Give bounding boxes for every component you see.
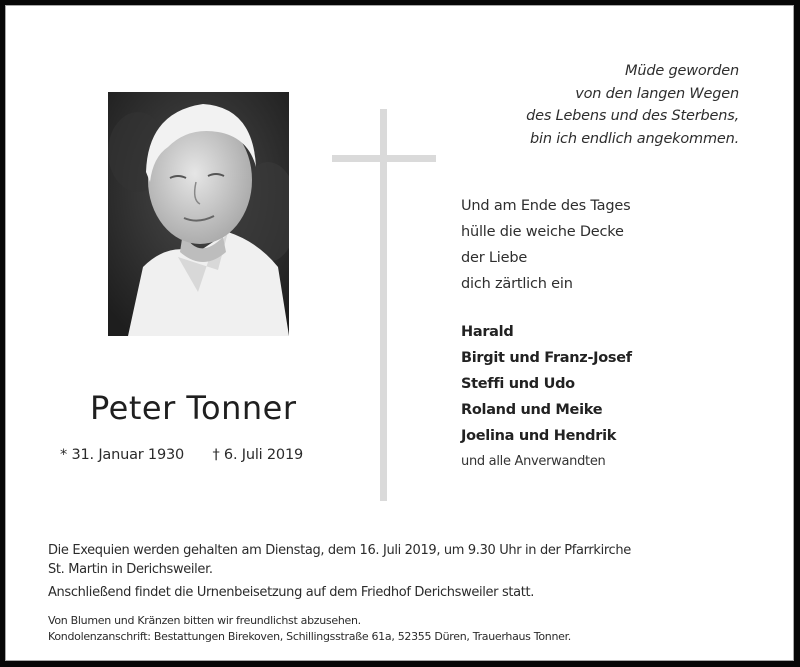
mourners-list — [461, 319, 632, 475]
poem-italic — [526, 60, 739, 150]
mourner-name: Birgit und Franz-Josef — [461, 350, 632, 366]
poem-upright-line: Und am Ende des Tages — [461, 198, 631, 214]
condolence-address: Kondolenzanschrift: Bestattungen Birekoven, Schillingsstraße 61a, 52355 Düren, Trauerhaus Tonner. — [48, 630, 572, 643]
mourner-name: Roland und Meike — [461, 402, 603, 418]
mourners-others: und alle Anverwandten — [461, 454, 606, 469]
funeral-info — [48, 541, 748, 602]
portrait-photo — [108, 92, 289, 336]
mourner-name: Steffi und Udo — [461, 376, 575, 392]
deceased-name: Peter Tonner — [90, 389, 297, 427]
funeral-info-line: Anschließend findet die Urnenbeisetzung auf dem Friedhof Derichsweiler statt. — [48, 585, 535, 600]
birth-date: * 31. Januar 1930 — [60, 447, 185, 463]
portrait-image — [108, 92, 289, 336]
death-date: † 6. Juli 2019 — [212, 447, 303, 463]
cross-vertical-bar — [380, 109, 387, 501]
poem-upright-line: dich zärtlich ein — [461, 276, 573, 292]
poem-upright-line: hülle die weiche Decke — [461, 224, 624, 240]
poem-upright — [461, 193, 630, 297]
mourner-name: Harald — [461, 324, 514, 340]
cross-horizontal-bar — [332, 155, 436, 162]
poem-italic-line: von den langen Wegen — [575, 85, 739, 102]
obituary-card — [5, 5, 794, 661]
poem-italic-line: Müde geworden — [625, 63, 739, 79]
mourner-name: Joelina und Hendrik — [461, 428, 617, 444]
life-dates — [60, 447, 303, 463]
funeral-info-line: St. Martin in Derichsweiler. — [48, 562, 213, 577]
funeral-info-line: Die Exequien werden gehalten am Dienstag, dem 16. Juli 2019, um 9.30 Uhr in der Pfarrkirche — [48, 543, 631, 558]
footer-notes — [48, 613, 768, 645]
flowers-note: Von Blumen und Kränzen bitten wir freundlichst abzusehen. — [48, 614, 361, 627]
poem-italic-line: bin ich endlich angekommen. — [529, 130, 739, 147]
poem-italic-line: des Lebens und des Sterbens, — [526, 108, 739, 124]
poem-upright-line: der Liebe — [461, 250, 528, 266]
